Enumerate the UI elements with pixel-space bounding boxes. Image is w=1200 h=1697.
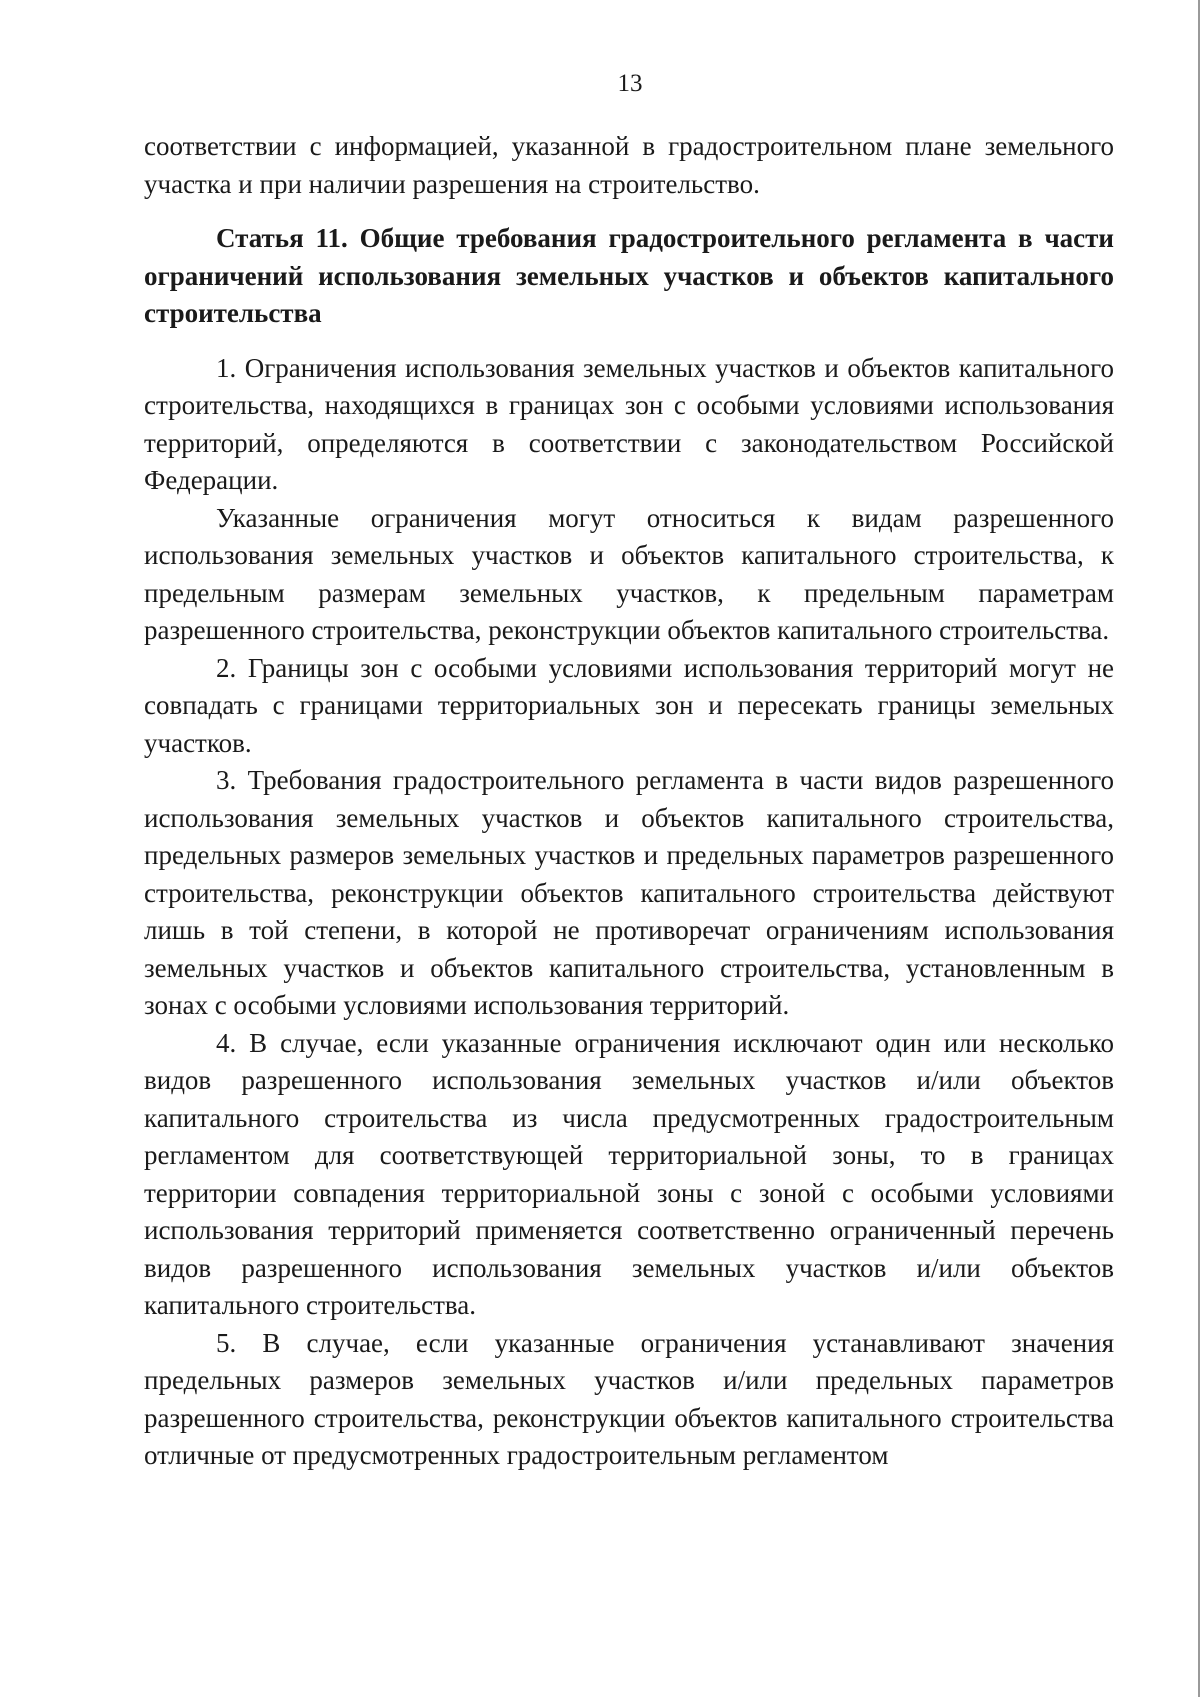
paragraph-4: 4. В случае, если указанные ограничения исключают один или несколько видов разрешенного использования земельных участков и/или объектов капитального строительства из числа предусмотренных градостроительным регламентом для соответствующей территориальной зоны, то в границах территории совпадения территориальной зоны с зоной с особыми условиями использования территорий применяется соответственно ограниченный перечень видов разрешенного использования земельных участков и/или объектов капитального строительства.	[144, 1027, 1114, 1320]
article-heading: Статья 11. Общие требования градостроительного регламента в части ограничений использования земельных участков и объектов капитального строительства	[144, 223, 1114, 328]
paragraph-2: 2. Границы зон с особыми условиями использования территорий могут не совпадать с границами территориальных зон и пересекать границы земельных участков.	[144, 652, 1114, 758]
page-number: 13	[617, 70, 643, 97]
paragraph-3: 3. Требования градостроительного регламента в части видов разрешенного использования земельных участков и объектов капитального строительства, предельных размеров земельных участков и предельных параметров разрешенного строительства, реконструкции объектов капитального строительства действуют лишь в той степени, в которой не противоречат ограничениям использования земельных участков и объектов капитального строительства, установленным в зонах с особыми условиями использования территорий.	[144, 765, 1114, 1020]
continuation-paragraph: соответствии с информацией, указанной в градостроительном плане земельного участка и при наличии разрешения на строительство.	[144, 131, 1114, 199]
paragraph-1-continued: Указанные ограничения могут относиться к видам разрешенного использования земельных участков и объектов капитального строительства, к предельным размерам земельных участков, к предельным параметрам разрешенного строительства, реконструкции объектов капитального строительства.	[144, 502, 1114, 645]
paragraph-5: 5. В случае, если указанные ограничения устанавливают значения предельных размеров земельных участков и/или предельных параметров разрешенного строительства, реконструкции объектов капитального строительства отличные от предусмотренных градостроительным регламентом	[144, 1327, 1114, 1470]
paragraph-1: 1. Ограничения использования земельных участков и объектов капитального строительства, находящихся в границах зон с особыми условиями использования территорий, определяются в соответствии с законодательством Российской Федерации.	[144, 352, 1114, 495]
document-body	[144, 128, 1114, 1475]
